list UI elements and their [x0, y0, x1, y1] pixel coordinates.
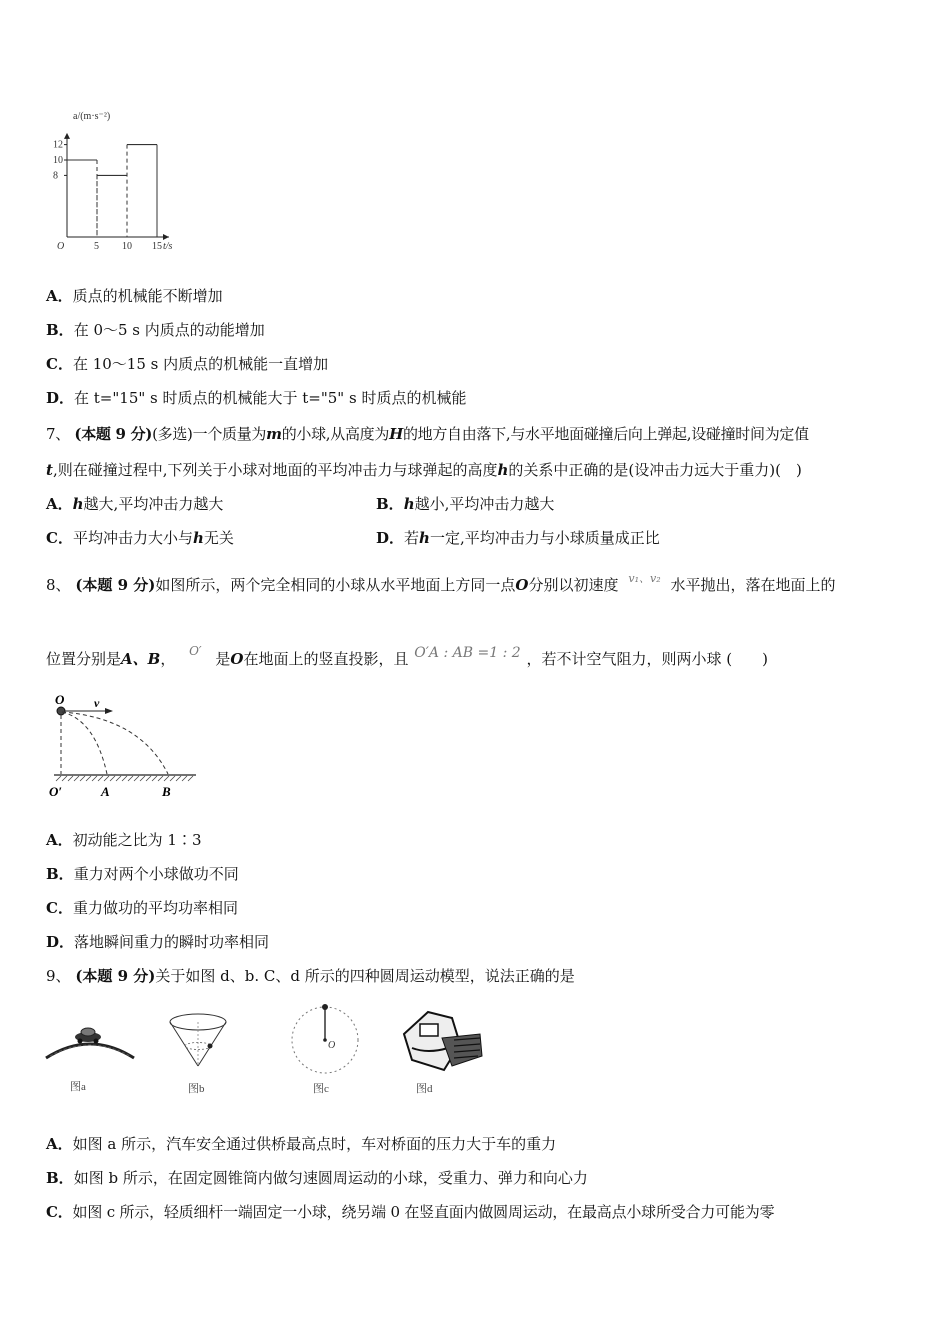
q7-stem-line2: t,则在碰撞过程中,下列关于小球对地面的平均冲击力与球弹起的高度h的关系中正确的是(设冲击力远大于重力)( )	[46, 461, 802, 479]
q8-trajectory-b	[62, 712, 168, 774]
q8-fig-label-a: A	[101, 784, 110, 799]
q9-figure-a	[40, 1020, 140, 1100]
q8-v2: v₂	[650, 572, 661, 585]
q8-stem-line1: 8、 (本题 9 分)如图所示，两个完全相同的小球从水平地面上方同一点O分别以初速度 v₁、v₂ 水平抛出，落在地面上的	[46, 572, 836, 594]
q6-acceleration-chart	[50, 105, 220, 255]
q6-option-b: B．在 0～5 s 内质点的动能增加	[46, 321, 265, 339]
q6-x-tick-5: 5	[94, 241, 99, 252]
q8-option-b: B．重力对两个小球做功不同	[46, 865, 239, 883]
q8-option-a: A．初动能之比为 1∶3	[46, 831, 202, 849]
q8-o-prime-formula: O′	[189, 644, 202, 658]
q8-option-c: C．重力做功的平均功率相同	[46, 899, 238, 917]
q9-figure-d	[398, 1004, 488, 1100]
q6-option-c: C．在 10～15 s 内质点的机械能一直增加	[46, 355, 329, 373]
q6-y-arrow	[64, 133, 70, 139]
q8-v1: v₁	[628, 572, 640, 585]
q9-option-b: B．如图 b 所示，在固定圆锥筒内做匀速圆周运动的小球，受重力、弹力和向心力	[46, 1169, 588, 1187]
q6-x-label: t/s	[163, 241, 173, 252]
q8-ratio-formula: O′A : AB =1 : 2	[414, 645, 521, 661]
q9-figure-c	[285, 1000, 375, 1100]
q6-x-tick-15: 15	[152, 241, 162, 252]
q8-fig-label-o: O	[55, 692, 65, 707]
q6-y-label: a/(m·s⁻²)	[73, 111, 111, 122]
q9-label-c: 图c	[313, 1083, 329, 1095]
q7-stem-line1: 7、 (本题 9 分)(多选)一个质量为m的小球,从高度为H的地方自由落下,与水平地面碰撞后向上弹起,设碰撞时间为定值	[46, 425, 809, 443]
q8-trajectory-a	[62, 712, 107, 774]
q8-fig-label-v: v	[94, 696, 100, 710]
q9-label-c-center: O	[328, 1040, 336, 1051]
q8-option-d: D．落地瞬间重力的瞬时功率相同	[46, 933, 270, 951]
q9-figure-b	[160, 1008, 250, 1100]
q8-ball	[57, 707, 65, 715]
q9-rod-ball	[322, 1004, 328, 1010]
q8-fig-label-o-prime: O′	[49, 784, 63, 799]
q6-y-tick-12: 12	[53, 139, 63, 151]
q7-option-b: B．h越小,平均冲击力越大	[376, 495, 555, 513]
q7-option-d: D．若h一定,平均冲击力与小球质量成正比	[376, 529, 660, 547]
q9-label-d: 图d	[416, 1083, 433, 1095]
q7-option-a: A．h越大,平均冲击力越大	[46, 495, 224, 513]
q6-x-arrow	[163, 234, 169, 240]
q7-option-c: C．平均冲击力大小与h无关	[46, 529, 234, 547]
q9-stem: 9、 (本题 9 分)关于如图 d、b. C、d 所示的四种圆周运动模型，说法正确的是	[46, 967, 575, 985]
q8-stem-line2: 位置分别是A、B， O′ 是O在地面上的竖直投影，且 O′A : AB =1 : 2 ，若不计空气阻力，则两小球 ( )	[46, 649, 768, 670]
q6-y-tick-8: 8	[53, 170, 58, 182]
q9-label-b: 图b	[188, 1083, 205, 1095]
q9-option-c: C．如图 c 所示，轻质细杆一端固定一小球，绕另端 0 在竖直面内做圆周运动，在最高点小球所受合力可能为零	[46, 1203, 775, 1221]
q6-x-tick-10: 10	[122, 241, 132, 252]
q6-y-tick-10: 10	[53, 155, 63, 166]
q8-ground-hatching	[56, 776, 193, 781]
q9-label-a: 图a	[70, 1081, 86, 1093]
q6-option-d: D．在 t="15" s 时质点的机械能大于 t="5" s 时质点的机械能	[46, 389, 467, 407]
q6-option-a: A．质点的机械能不断增加	[46, 287, 223, 305]
q8-projectile-figure	[40, 690, 210, 805]
q9-cone-ball	[208, 1044, 213, 1049]
q8-fig-label-b: B	[162, 784, 171, 799]
q9-option-a: A．如图 a 所示，汽车安全通过供桥最高点时，车对桥面的压力大于车的重力	[46, 1135, 557, 1153]
q6-origin-label: O	[57, 241, 65, 252]
